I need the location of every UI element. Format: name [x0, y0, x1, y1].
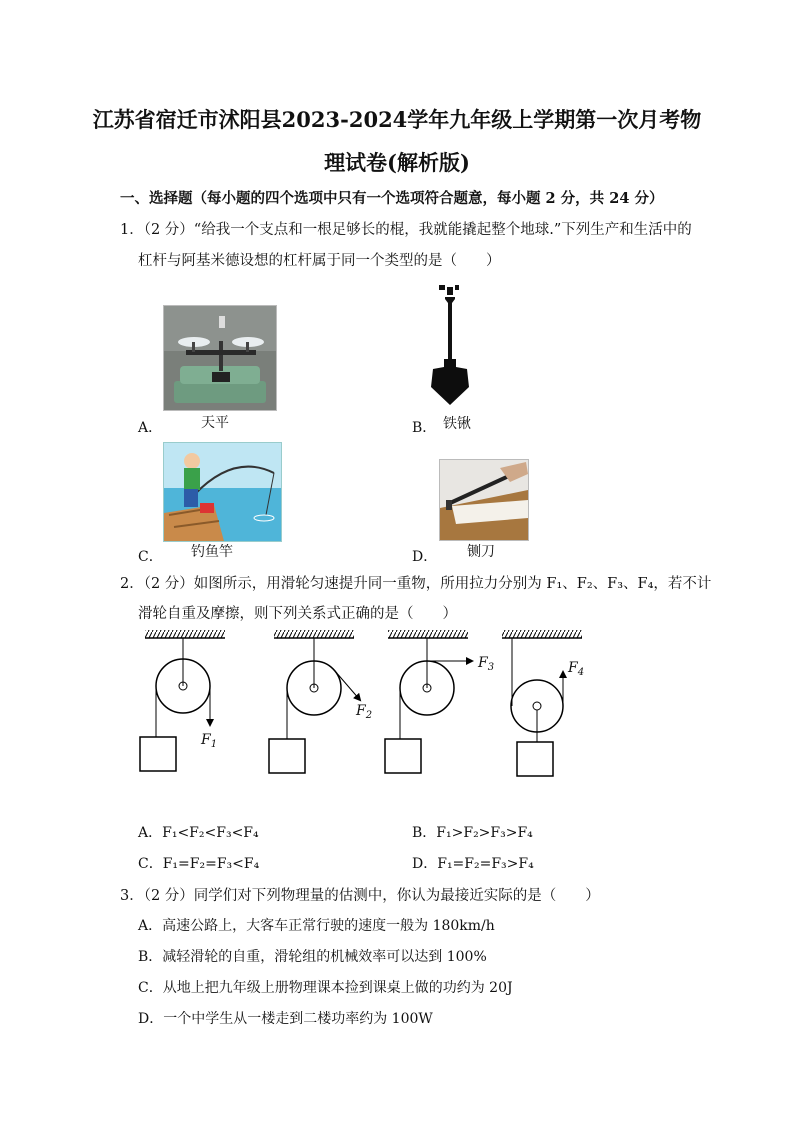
document-title-line2: 理试卷(解析版)	[324, 150, 470, 175]
q2-option-d[interactable]: D．F₁=F₂=F₃>F₄	[412, 856, 534, 872]
q1-option-d-letter[interactable]: D．	[412, 549, 438, 565]
ceiling-2	[274, 630, 354, 638]
section-heading: 一、选择题（每小题的四个选项中只有一个选项符合题意，每小题 2 分，共 24 分）	[120, 190, 664, 207]
q1-stem-line2: 杠杆与阿基米德设想的杠杆属于同一个类型的是（ ）	[138, 253, 501, 269]
q3-option-b[interactable]: B．减轻滑轮的自重，滑轮组的机械效率可以达到 100%	[138, 949, 487, 965]
q3-option-c[interactable]: C．从地上把九年级上册物理课本捡到课桌上做的功约为 20J	[138, 980, 513, 996]
force-label-f1: $F_1$	[201, 732, 218, 750]
q1-option-c-caption: 钓鱼竿	[191, 544, 233, 560]
ceiling-4	[502, 630, 582, 638]
force-label-f2: $F_2$	[356, 703, 373, 721]
weight-1	[140, 737, 176, 771]
q1-option-d-caption: 铡刀	[467, 544, 495, 560]
q1-option-c-letter[interactable]: C．	[138, 549, 163, 565]
force-label-f4: $F_4$	[568, 660, 585, 678]
pulley-4-group	[502, 630, 585, 776]
q2-option-a[interactable]: A．F₁<F₂<F₃<F₄	[138, 825, 259, 841]
q3-option-a[interactable]: A．高速公路上，大客车正常行驶的速度一般为 180km/h	[138, 918, 495, 934]
q1-stem-line1: 1．（2 分）“给我一个支点和一根足够长的棍，我就能撬起整个地球.”下列生产和生活中的	[120, 222, 692, 238]
q2-stem-line2: 滑轮自重及摩擦，则下列关系式正确的是（ ）	[138, 606, 457, 622]
weight-2	[269, 739, 305, 773]
q1-option-b-caption: 铁锹	[443, 416, 471, 432]
q1-option-a-letter[interactable]: A．	[138, 420, 163, 436]
weight-3	[385, 739, 421, 773]
q1-option-b-letter[interactable]: B．	[412, 420, 437, 436]
pulley-2-group	[269, 630, 360, 773]
q2-stem-line1: 2．（2 分）如图所示，用滑轮匀速提升同一重物，所用拉力分别为 F₁、F₂、F₃、F₄，若不计	[120, 576, 712, 592]
ceiling-3	[388, 630, 468, 638]
ceiling-1	[145, 630, 225, 638]
q3-option-d[interactable]: D．一个中学生从一楼走到二楼功率约为 100W	[138, 1011, 433, 1027]
document-title-line1: 江苏省宿迁市沭阳县2023-2024学年九年级上学期第一次月考物	[92, 107, 702, 132]
force-label-f3: $F_3$	[478, 655, 495, 673]
q3-stem-line1: 3．（2 分）同学们对下列物理量的估测中，你认为最接近实际的是（ ）	[120, 888, 600, 904]
pulley-3-group	[385, 630, 472, 773]
q1-option-a-caption: 天平	[201, 415, 229, 431]
q2-option-c[interactable]: C．F₁=F₂=F₃<F₄	[138, 856, 260, 872]
q2-option-b[interactable]: B．F₁>F₂>F₃>F₄	[412, 825, 533, 841]
weight-4	[517, 742, 553, 776]
